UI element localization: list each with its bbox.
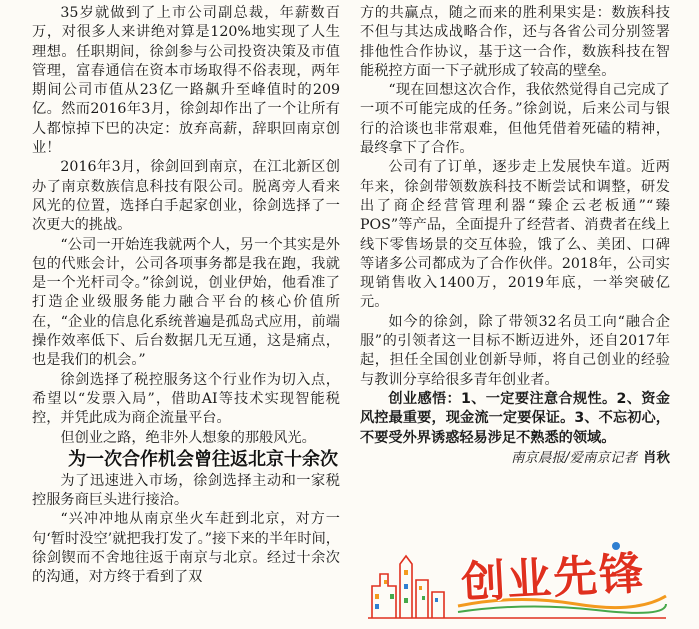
- paragraph: “现在回想这次合作，我依然觉得自己完成了一项不可能完成的任务。”徐剑说，后来公司与银行的洽谈也非常艰难，但他凭借着死磕的精神，最终拿下了合作。: [360, 82, 670, 157]
- column-logo-title: 创业先锋: [460, 548, 647, 609]
- byline-source: 南京晨报/爱南京记者: [510, 449, 637, 466]
- byline-reporter: 肖秋: [643, 449, 670, 466]
- paragraph: 如今的徐剑，除了带领32名员工向“融合企服”的引领者这一目标不断迈进外，还自2017年起，担任全国创业创新导师，将自己创业的经验与教训分享给很多青年创业者。: [360, 313, 670, 388]
- paragraph: 但创业之路，绝非外人想象的那般风光。: [60, 429, 316, 446]
- column-logo: [366, 534, 670, 622]
- insight-text: 1、一定要注意合规性。2、资金风控最重要，现金流一定要保证。3、不忘初心，不要受外界诱惑轻易涉足不熟悉的领域。: [360, 390, 670, 446]
- right-column: [360, 4, 670, 468]
- paragraph: 公司有了订单，逐步走上发展快车道。近两年来，徐剑带领数族科技不断尝试和调整，研发出了商企经营管理利器“臻企云老板通”“臻POS”等产品，全面提升了经营者、消费者在线上线下零售场景的交互体验，饿了么、美团、口碑等诸多公司都成为了合作伙伴。2018年，公司实现销售收入1400万，2019年底，一举突破亿元。: [360, 159, 670, 311]
- paragraph: 35岁就做到了上市公司副总裁，年薪数百万，对很多人来讲绝对算是120%地实现了人生理想。任职期间，徐剑参与公司投资决策及市值管理，富春通信在资本市场取得不俗表现，两年期间公司市值从23亿一路飙升至峰值时的209亿。然而2016年3月，徐剑却作出了一个让所有人都惊掉下巴的决定：放弃高薪，辞职回南京创业！: [32, 5, 340, 157]
- paragraph: “公司一开始连我就两个人，另一个其实是外包的代账会计，公司各项事务都是我在跑，我就是一个光杆司令。”徐剑说，创业伊始，他看准了打造企业级服务能力融合平台的核心价值所在，“企业的信息化系统普遍是孤岛式应用，前端操作效率低下、后台数据几无互通，这是痛点，也是我们的机会。”: [32, 236, 340, 369]
- insight-label: 创业感悟：: [388, 390, 462, 407]
- paragraph-continued: 方的共赢点，随之而来的胜利果实是：数族科技不但与其达成战略合作，还与各省公司分别签署排他性合作协议，基于这一合作，数族科技在智能税控方面一下子就形成了较高的壁垒。: [360, 5, 670, 79]
- paragraph: “兴冲冲地从南京坐火车赶到北京，对方一句‘暂时没空’就把我打发了。”接下来的半年时间，徐剑锲而不舍地往返于南京与北京。经过十余次的沟通，对方终于看到了双: [32, 511, 340, 586]
- paragraph: 为了迅速进入市场，徐剑选择主动和一家税控服务商巨头进行接洽。: [32, 472, 340, 509]
- insight-paragraph: [360, 390, 670, 448]
- left-column: [32, 4, 340, 588]
- paragraph: 2016年3月，徐剑回到南京，在江北新区创办了南京数族信息科技有限公司。脱离旁人看来风光的位置，选择白手起家创业，徐剑选择了一次更大的挑战。: [32, 159, 340, 234]
- section-subheading: 为一次合作机会曾往返北京十余次: [68, 448, 338, 470]
- paragraph: 徐剑选择了税控服务这个行业作为切入点，希望以“发票入局”，借助AI等技术实现智能税控，并凭此成为商企流量平台。: [32, 371, 340, 427]
- byline: [360, 449, 670, 468]
